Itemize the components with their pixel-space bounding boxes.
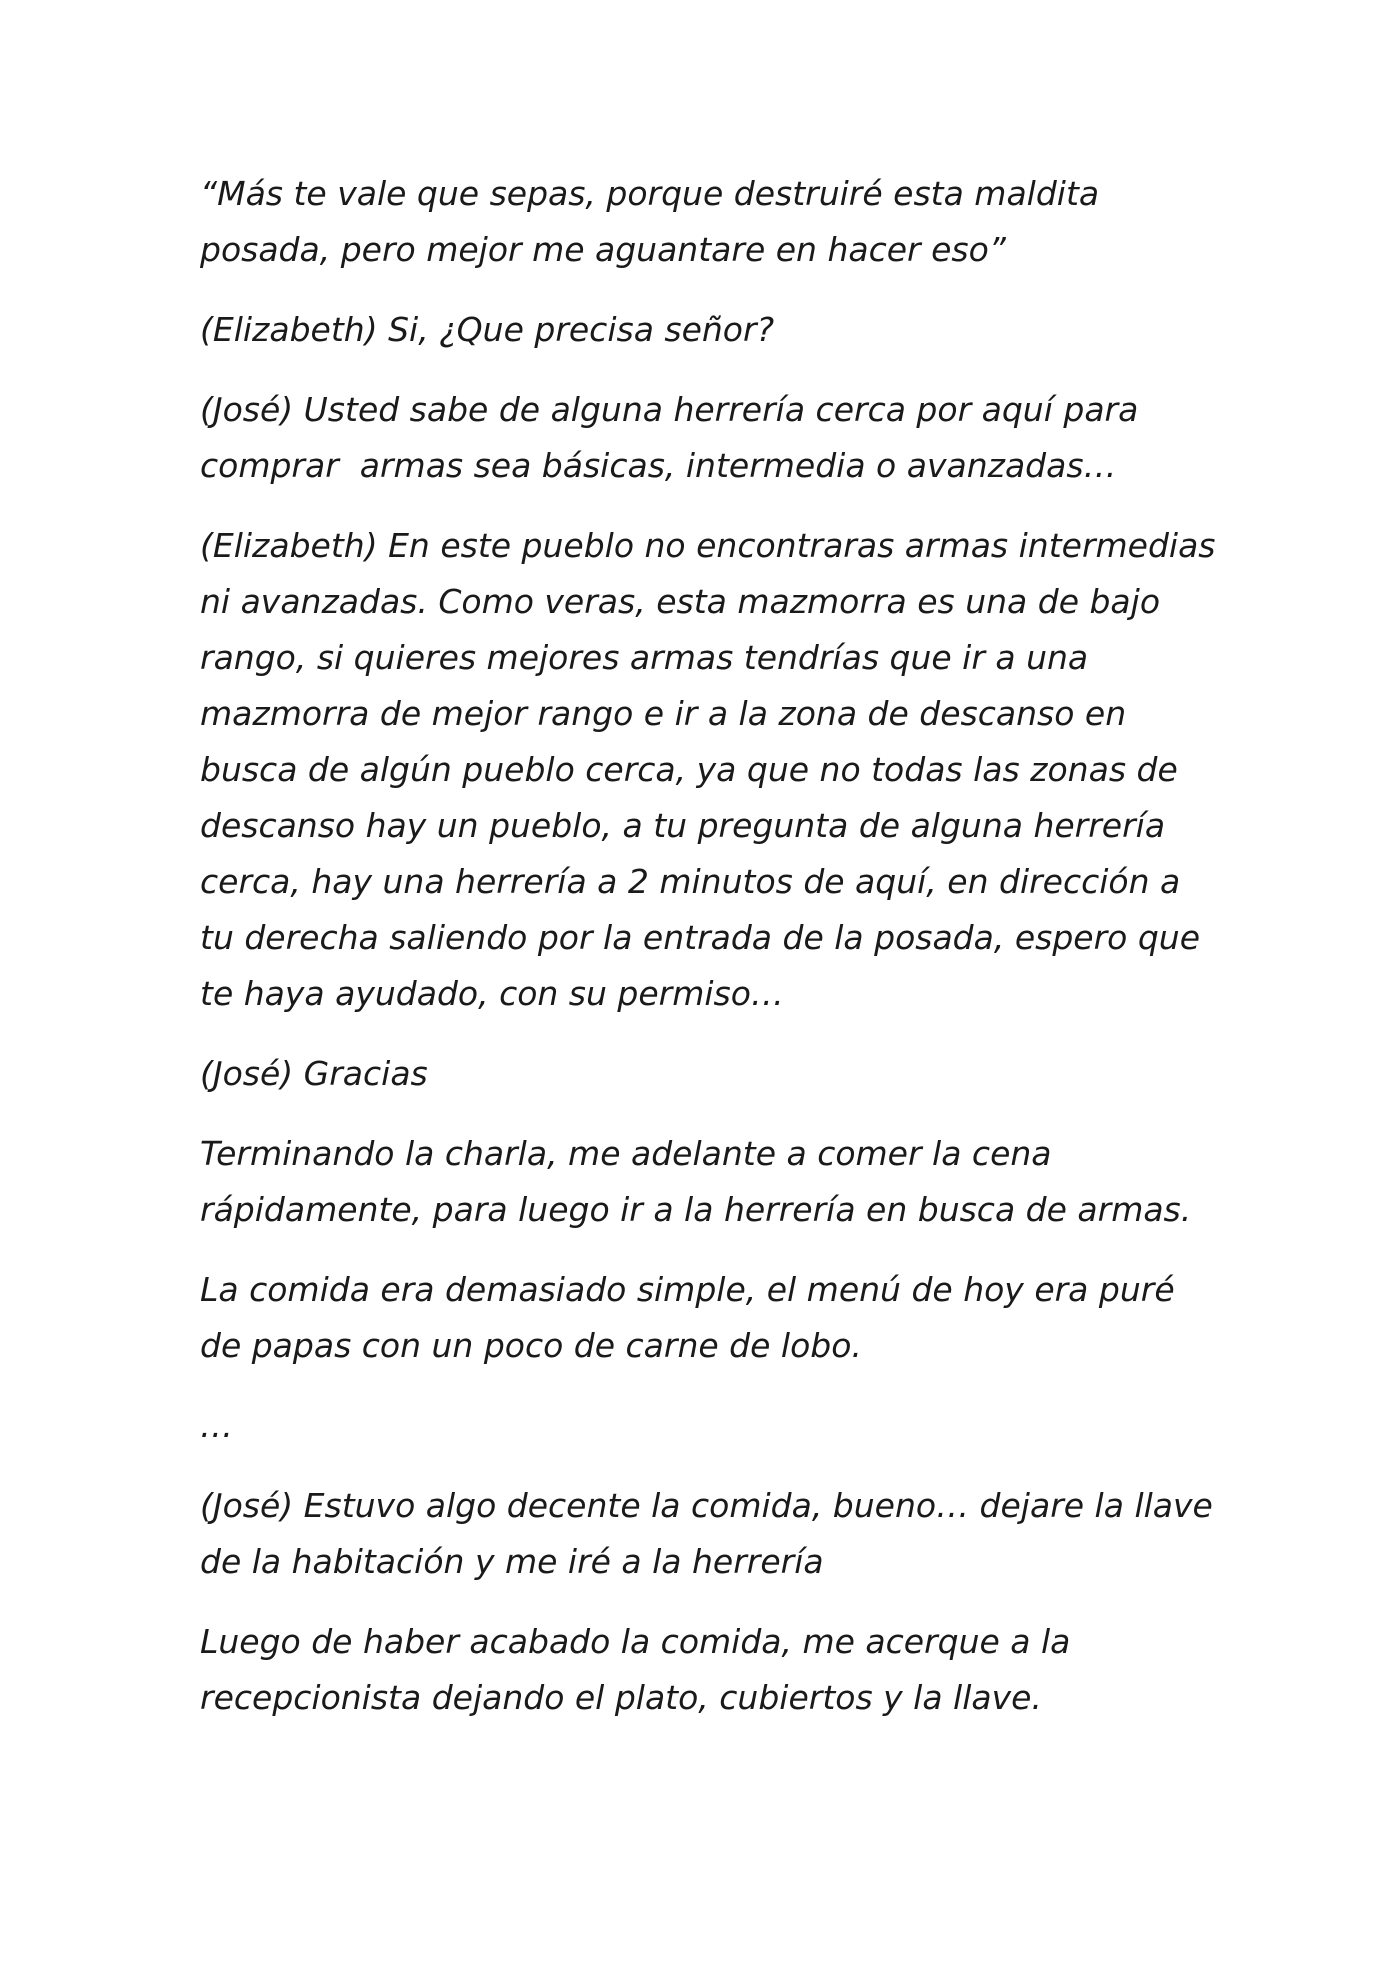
document-body (200, 166, 1226, 1750)
paragraph-thought: “Más te vale que sepas, porque destruiré esta maldita posada, pero mejor me aguantare en hacer eso” (200, 174, 1110, 269)
paragraph-ellipsis: … (200, 1406, 233, 1445)
paragraph-narration: La comida era demasiado simple, el menú de hoy era puré de papas con un poco de carne de lobo. (200, 1270, 1186, 1365)
paragraph-dialogue: (Elizabeth) Si, ¿Que precisa señor? (200, 310, 775, 349)
paragraph-dialogue: (José) Estuvo algo decente la comida, bueno… dejare la llave de la habitación y me iré a la herrería (200, 1486, 1224, 1581)
paragraph-narration: Luego de haber acabado la comida, me acerque a la recepcionista dejando el plato, cubiertos y la llave. (200, 1622, 1081, 1717)
paragraph-dialogue: (José) Gracias (200, 1054, 428, 1093)
paragraph-dialogue: (Elizabeth) En este pueblo no encontraras armas intermedias ni avanzadas. Como veras, esta mazmorra es una de bajo rango, si quieres mejores armas tendrías que ir a una mazmorra de mejor rango e ir a la zona de descanso en busca de algún pueblo cerca, ya que no todas las zonas de descanso hay un pueblo, a tu pregunta de alguna herrería cerca, hay una herrería a 2 minutos de aquí, en dirección a tu derecha saliendo por la entrada de la posada, espero que te haya ayudado, con su permiso… (200, 526, 1226, 1013)
paragraph-dialogue: (José) Usted sabe de alguna herrería cerca por aquí para comprar armas sea básicas, intermedia o avanzadas… (200, 390, 1149, 485)
paragraph-narration: Terminando la charla, me adelante a comer la cena rápidamente, para luego ir a la herrería en busca de armas. (200, 1134, 1192, 1229)
